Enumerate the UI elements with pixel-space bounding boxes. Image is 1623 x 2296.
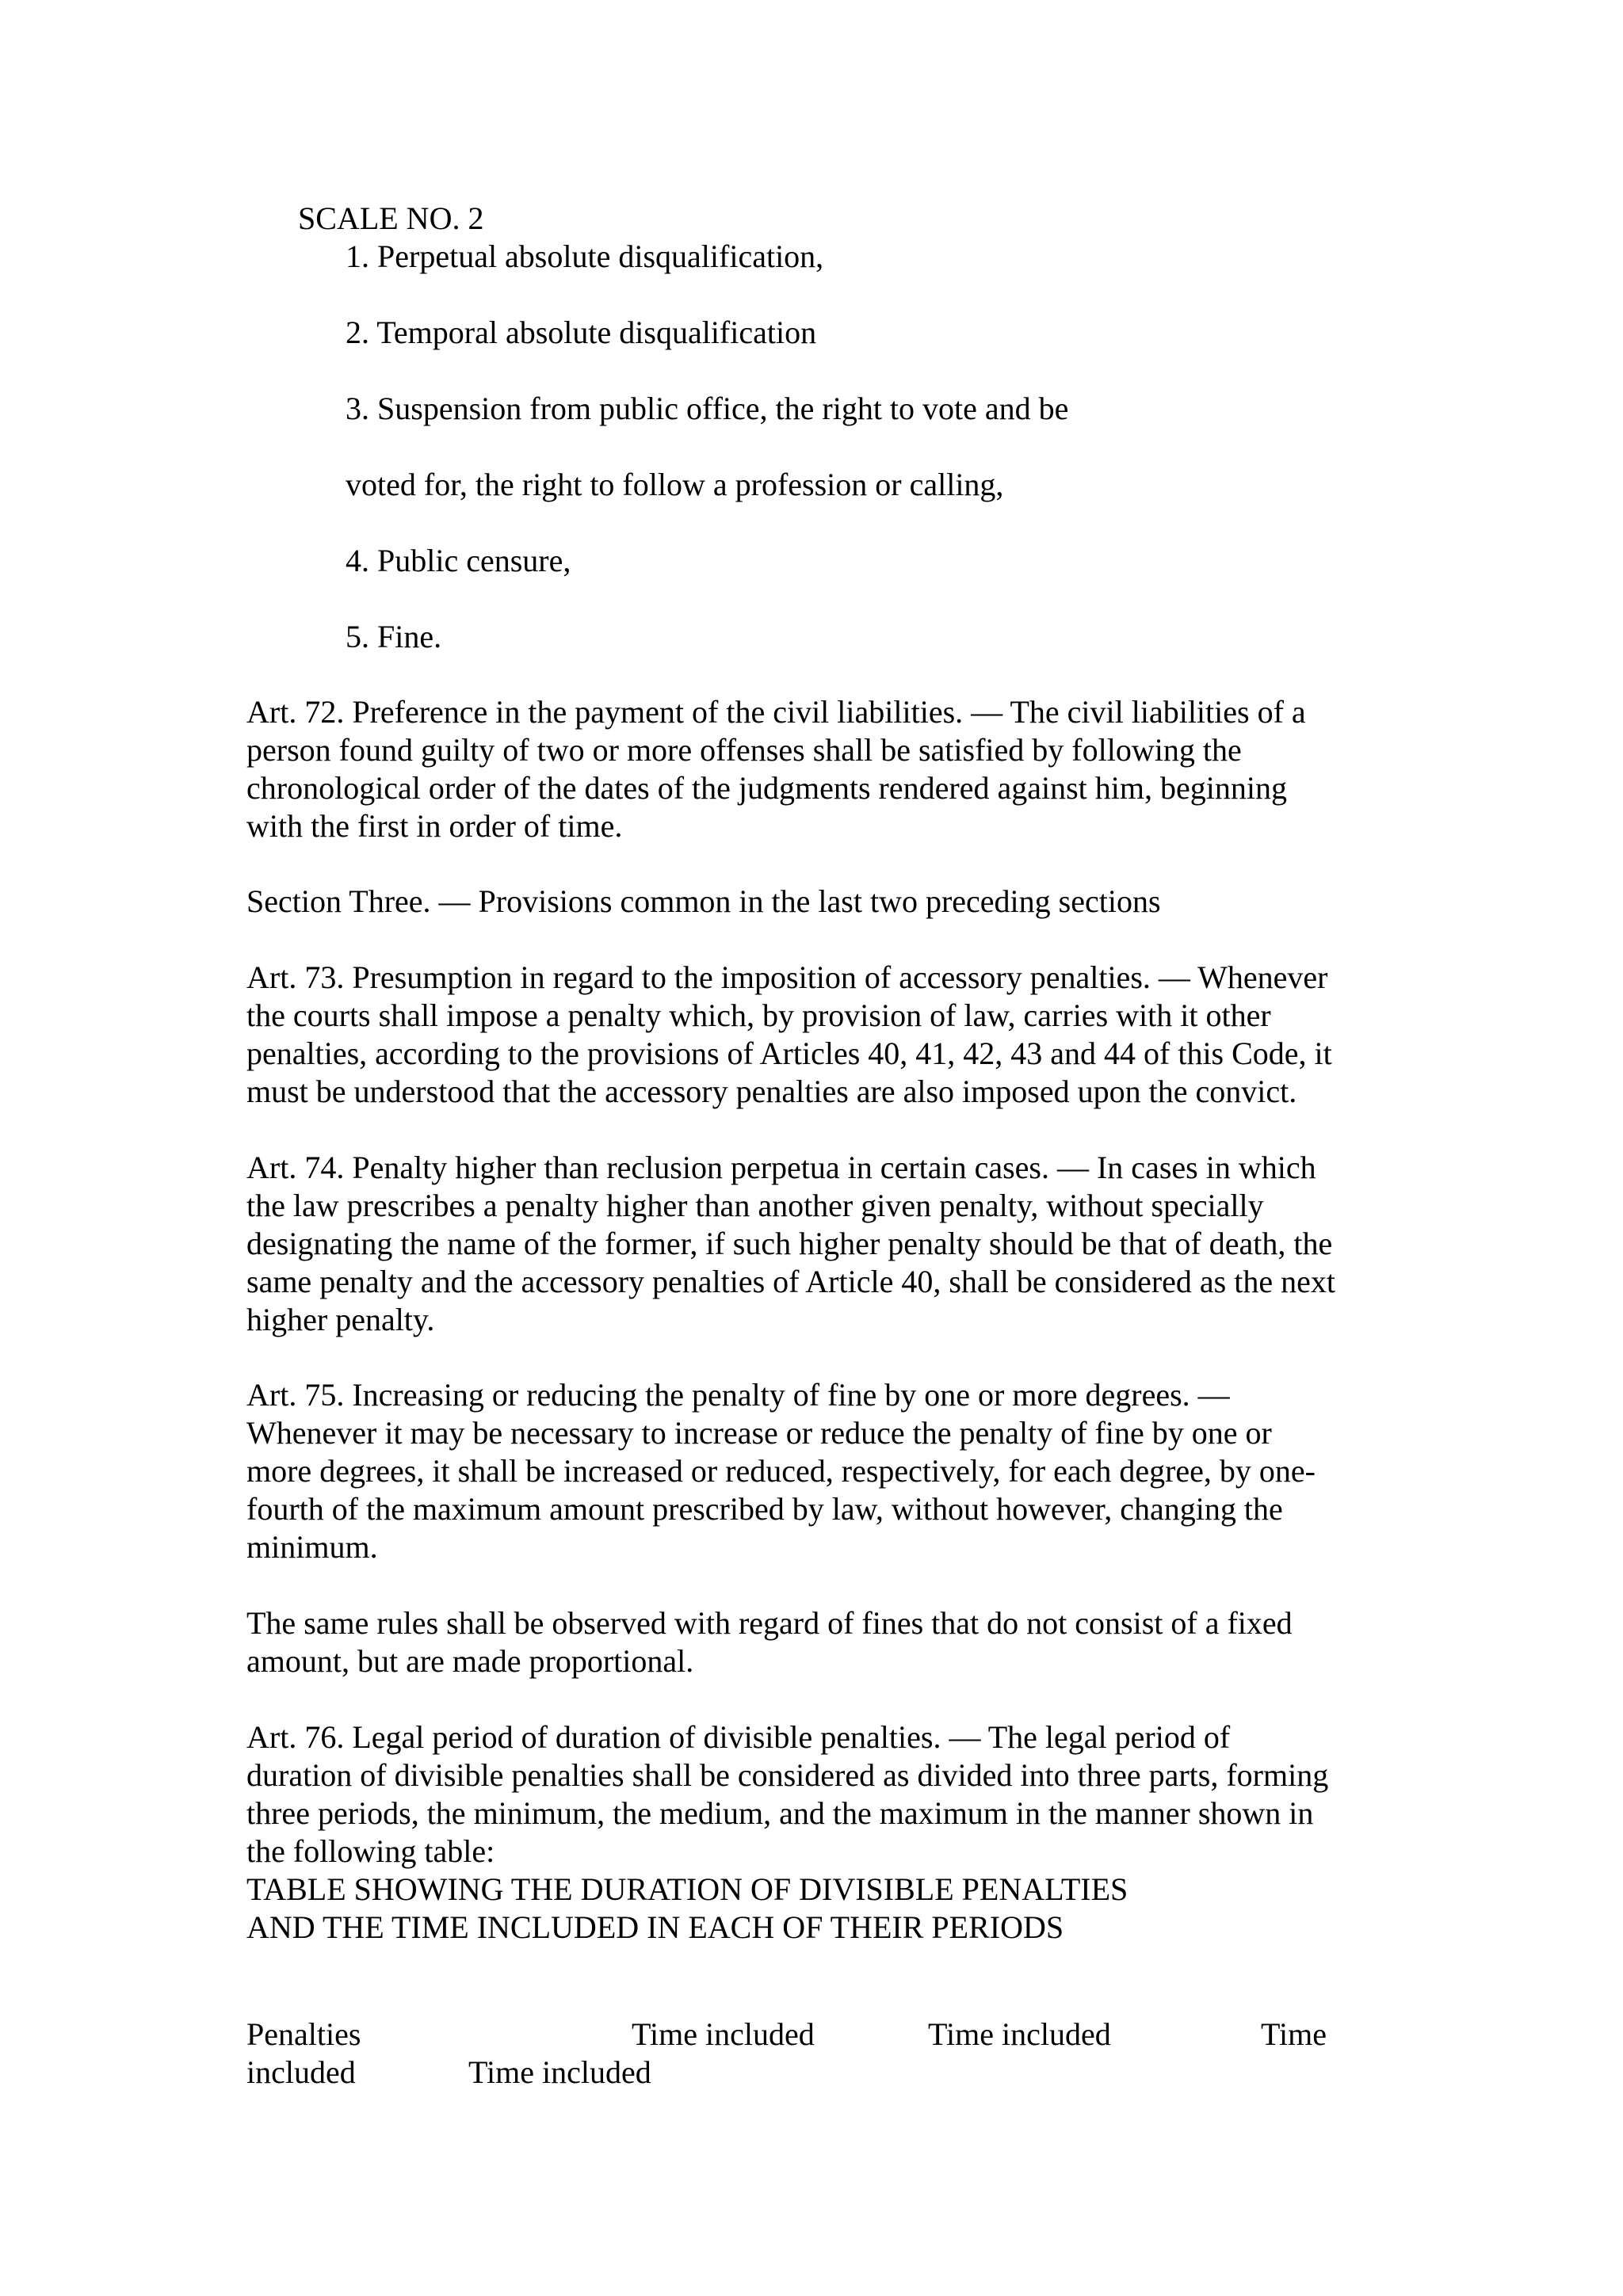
article-75-line: more degrees, it shall be increased or reduced, respectively, for each degree, by one- [246, 1453, 1316, 1489]
article-73 [246, 959, 1388, 1111]
article-76-line: the following table: [246, 1833, 495, 1869]
article-74-line: the law prescribes a penalty higher than another given penalty, without specially [246, 1188, 1264, 1223]
table-title [246, 1871, 1388, 1947]
article-74-line: higher penalty. [246, 1302, 435, 1337]
article-75-line: Art. 75. Increasing or reducing the penalty of fine by one or more degrees. — [246, 1377, 1230, 1413]
article-73-line: the courts shall impose a penalty which, by provision of law, carries with it other [246, 997, 1271, 1033]
article-75-line: minimum. [246, 1529, 378, 1565]
article-73-line: penalties, according to the provisions of Articles 40, 41, 42, 43 and 44 of this Code, it [246, 1035, 1332, 1071]
scale-item-2: 2. Temporal absolute disqualification [346, 315, 817, 350]
article-75-line: fourth of the maximum amount prescribed by law, without however, changing the [246, 1491, 1283, 1527]
article-72-line: chronological order of the dates of the judgments rendered against him, beginning [246, 770, 1287, 806]
article-75-line: Whenever it may be necessary to increase or reduce the penalty of fine by one or [246, 1415, 1272, 1451]
article-74 [246, 1149, 1388, 1339]
table-title-line: AND THE TIME INCLUDED IN EACH OF THEIR PERIODS [246, 1909, 1064, 1945]
scale-item-3-cont: voted for, the right to follow a profession or calling, [346, 467, 1004, 502]
scale-item-3: 3. Suspension from public office, the right to vote and be [346, 391, 1069, 426]
article-74-line: same penalty and the accessory penalties of Article 40, shall be considered as the next [246, 1264, 1335, 1299]
scale-item-1: 1. Perpetual absolute disqualification, [346, 238, 824, 274]
article-75-rule-line: The same rules shall be observed with regard of fines that do not consist of a fixed [246, 1605, 1293, 1641]
article-74-line: Art. 74. Penalty higher than reclusion perpetua in certain cases. — In cases in which [246, 1150, 1316, 1185]
article-72-line: person found guilty of two or more offenses shall be satisfied by following the [246, 732, 1242, 768]
table-header-time-included: Time included [468, 2054, 651, 2090]
article-74-line: designating the name of the former, if such higher penalty should be that of death, the [246, 1226, 1333, 1261]
article-72-line: with the first in order of time. [246, 808, 623, 844]
article-76-line: duration of divisible penalties shall be considered as divided into three parts, forming [246, 1757, 1329, 1793]
article-73-line: must be understood that the accessory penalties are also imposed upon the convict. [246, 1074, 1297, 1109]
table-header-penalties: Penalties [246, 2016, 361, 2052]
scale-item-4: 4. Public censure, [346, 543, 571, 578]
article-72-line: Art. 72. Preference in the payment of the civil liabilities. — The civil liabilities of a [246, 694, 1306, 730]
article-72 [246, 693, 1388, 845]
table-header-time-included: Time included [928, 2016, 1111, 2052]
section-three-heading: Section Three. — Provisions common in the last two preceding sections [246, 883, 1161, 919]
article-76-line: three periods, the minimum, the medium, and the maximum in the manner shown in [246, 1795, 1314, 1831]
article-73-line: Art. 73. Presumption in regard to the imposition of accessory penalties. — Whenever [246, 959, 1328, 995]
article-75 [246, 1376, 1388, 1566]
table-header-time-included: Time included [632, 2016, 815, 2052]
article-75-rule [246, 1604, 1388, 1680]
article-76 [246, 1718, 1388, 1871]
scale-item-5: 5. Fine. [346, 619, 442, 654]
article-75-rule-line: amount, but are made proportional. [246, 1643, 694, 1679]
table-header-time: Time [1261, 2016, 1327, 2052]
table-header-included: included [246, 2054, 356, 2090]
scale-title: SCALE NO. 2 [298, 200, 484, 236]
table-title-line: TABLE SHOWING THE DURATION OF DIVISIBLE PENALTIES [246, 1871, 1128, 1907]
article-76-line: Art. 76. Legal period of duration of divisible penalties. — The legal period of [246, 1719, 1231, 1755]
